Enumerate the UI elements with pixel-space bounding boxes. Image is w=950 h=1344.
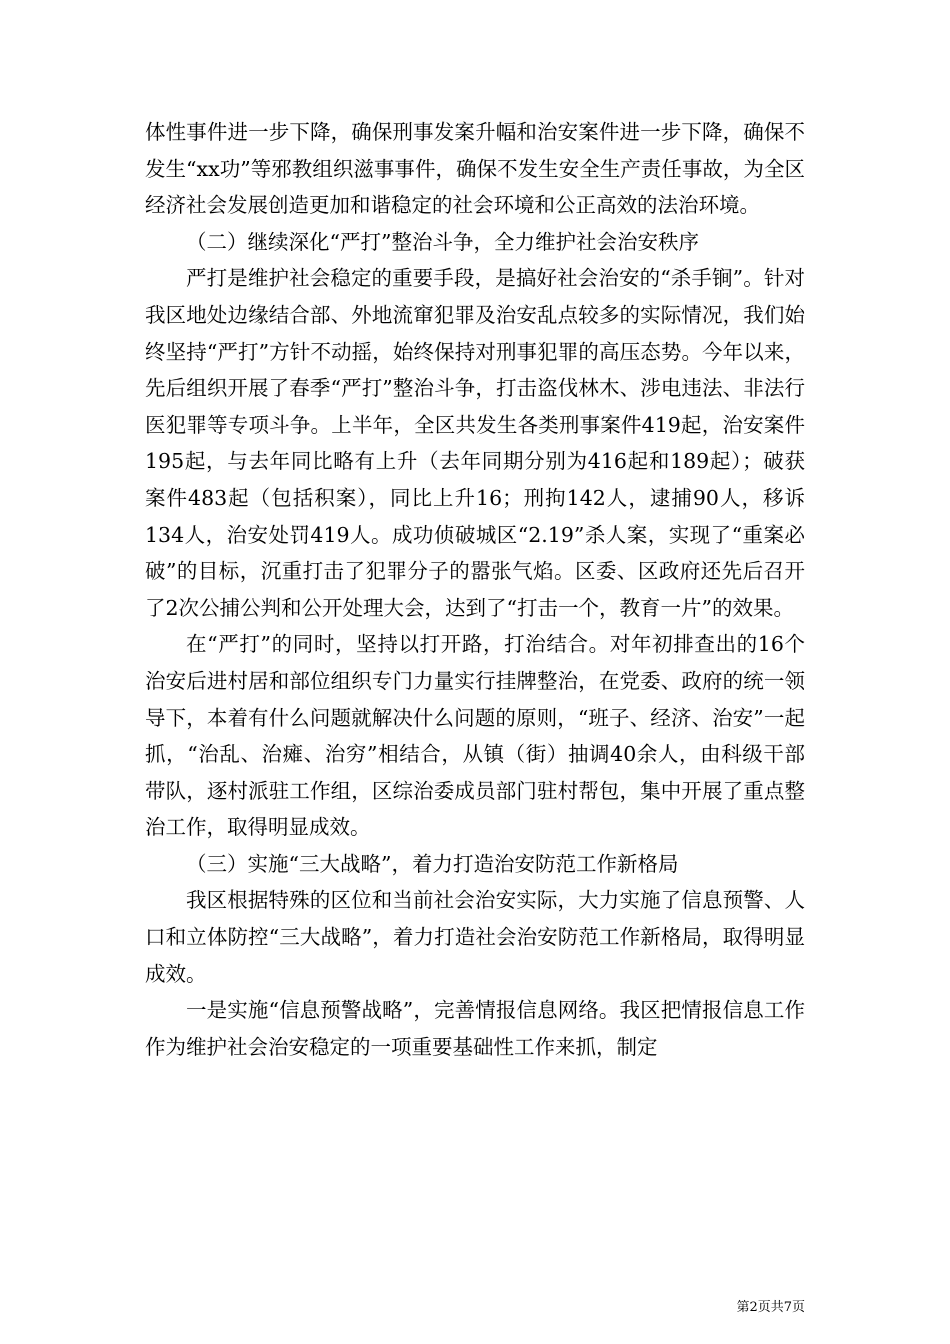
- paragraph: 一是实施“信息预警战略”，完善情报信息网络。我区把情报信息工作作为维护社会治安稳定的一项重要基础性工作来抓，制定: [145, 998, 805, 1059]
- paragraph-continuation: 体性事件进一步下降，确保刑事发案升幅和治安案件进一步下降，确保不发生“xx功”等邪教组织滋事事件，确保不发生安全生产责任事故，为全区经济社会发展创造更加和谐稳定的社会环境和公正高效的法治环境。: [145, 120, 805, 218]
- paragraph: 在“严打”的同时，坚持以打开路，打治结合。对年初排查出的16个治安后进村居和部位组织专门力量实行挂牌整治，在党委、政府的统一领导下，本着有什么问题就解决什么问题的原则，“班子、经济、治安”一起抓，“治乱、治瘫、治穷”相结合，从镇（街）抽调40余人，由科级干部带队，逐村派驻工作组，区综治委成员部门驻村帮包，集中开展了重点整治工作，取得明显成效。: [145, 632, 805, 840]
- section-heading-2: （二）继续深化“严打”整治斗争，全力维护社会治安秩序: [186, 229, 699, 254]
- page-number-footer: 第2页共7页: [736, 1300, 805, 1315]
- document-body: [145, 114, 805, 1065]
- paragraph: 我区根据特殊的区位和当前社会治安实际，大力实施了信息预警、人口和立体防控“三大战略”，着力打造社会治安防范工作新格局，取得明显成效。: [145, 888, 805, 986]
- paragraph: 严打是维护社会稳定的重要手段，是搞好社会治安的“杀手锏”。针对我区地处边缘结合部、外地流窜犯罪及治安乱点较多的实际情况，我们始终坚持“严打”方针不动摇，始终保持对刑事犯罪的高压态势。今年以来，先后组织开展了春季“严打”整治斗争，打击盗伐林木、涉电违法、非法行医犯罪等专项斗争。上半年，全区共发生各类刑事案件419起，治安案件195起，与去年同比略有上升（去年同期分别为416起和189起）；破获案件483起（包括积案），同比上升16；刑拘142人，逮捕90人，移诉134人，治安处罚419人。成功侦破城区“2.19”杀人案，实现了“重案必破”的目标，沉重打击了犯罪分子的嚣张气焰。区委、区政府还先后召开了2次公捕公判和公开处理大会，达到了“打击一个，教育一片”的效果。: [145, 266, 805, 620]
- section-heading-3: （三）实施“三大战略”，着力打造治安防范工作新格局: [186, 851, 679, 876]
